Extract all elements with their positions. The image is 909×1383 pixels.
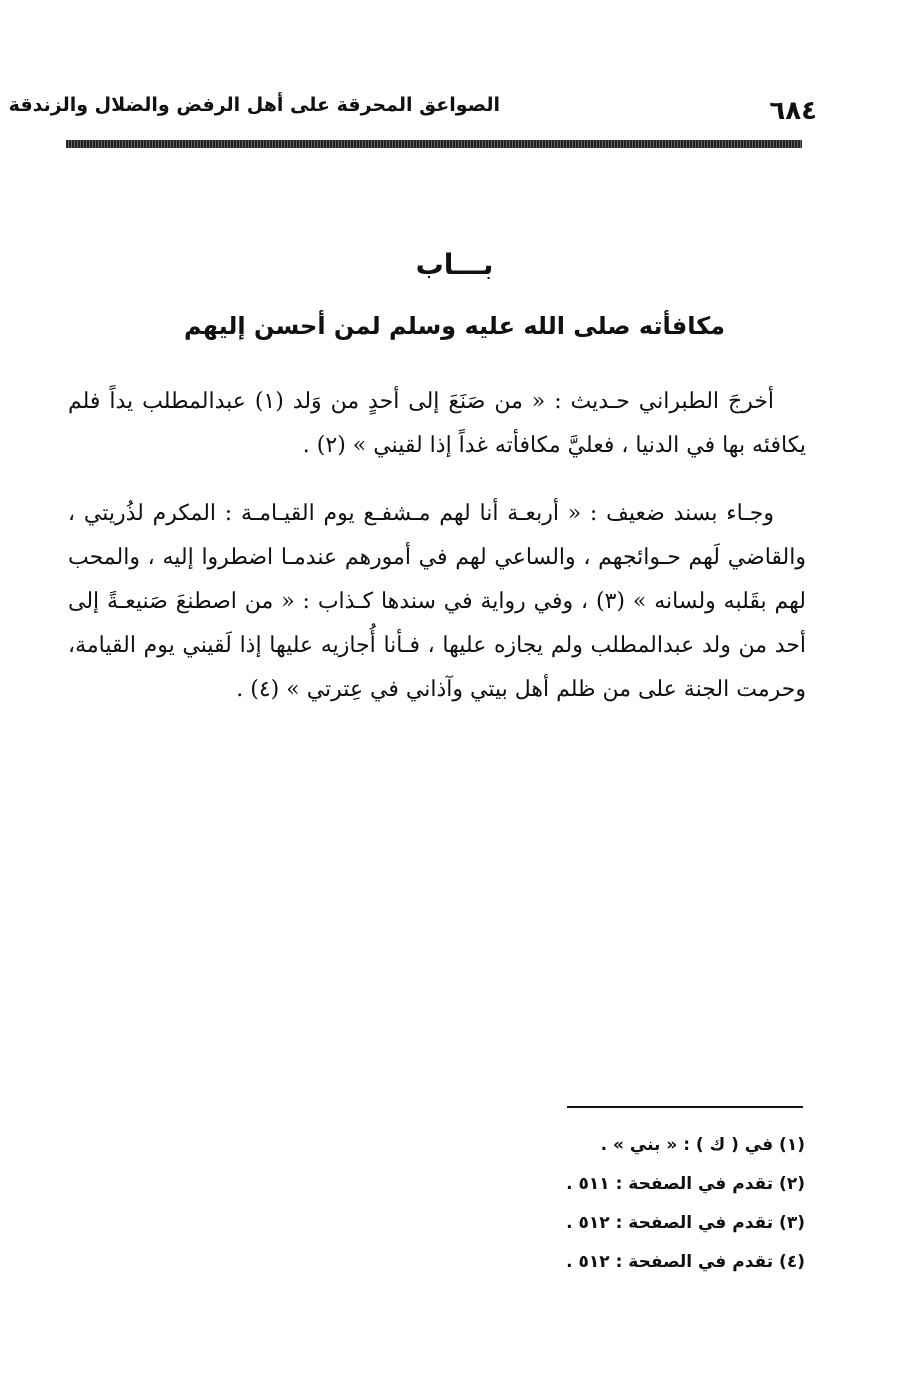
page-number: ٦٨٤: [769, 96, 817, 126]
header-divider: [66, 140, 802, 148]
footnote-item: (٣) تقدم في الصفحة : ٥١٢ .: [566, 1213, 805, 1233]
footnote-item: (٢) تقدم في الصفحة : ٥١١ .: [566, 1174, 805, 1194]
chapter-label: بـــاب: [415, 248, 494, 281]
footnotes: [385, 1126, 805, 1282]
main-text: [68, 380, 806, 736]
footnote-item: (١) في ( ك ) : « بني » .: [600, 1135, 805, 1155]
running-header-title: الصواعق المحرقة على أهل الرفض والضلال والزندقة: [8, 94, 500, 116]
chapter-title: مكافأته صلى الله عليه وسلم لمن أحسن إليهم: [183, 312, 726, 340]
footnote-item: (٤) تقدم في الصفحة : ٥١٢ .: [566, 1252, 805, 1272]
footnote-divider: [567, 1106, 803, 1108]
paragraph: وجـاء بسند ضعيف : « أربعـة أنا لهم مـشفـع يوم القيـامـة : المكرم لذُريتي ، والقاضي لَهم حـوائجهم ، والساعي لهم في أمورهم عندمـا اضطروا إليه ، والمحب لهم بقَلبه ولسانه » (٣) ، وفي رواية في سندها كـذاب : « من اصطنعَ صَنيعـةً إلى أحد من ولد عبدالمطلب ولم يجازه عليها ، فـأنا أُجازيه عليها إذا لَقيني يوم القيامة، وحرمت الجنة على من ظلم أهل بيتي وآذاني في عِترتي » (٤) .: [68, 501, 807, 702]
paragraph: أخرجَ الطبراني حـديث : « من صَنَعَ إلى أحدٍ من وَلد (١) عبدالمطلب يداً فلم يكافئه بها في الدنيا ، فعليَّ مكافأته غداً إذا لقيني » (٢) .: [68, 389, 806, 458]
